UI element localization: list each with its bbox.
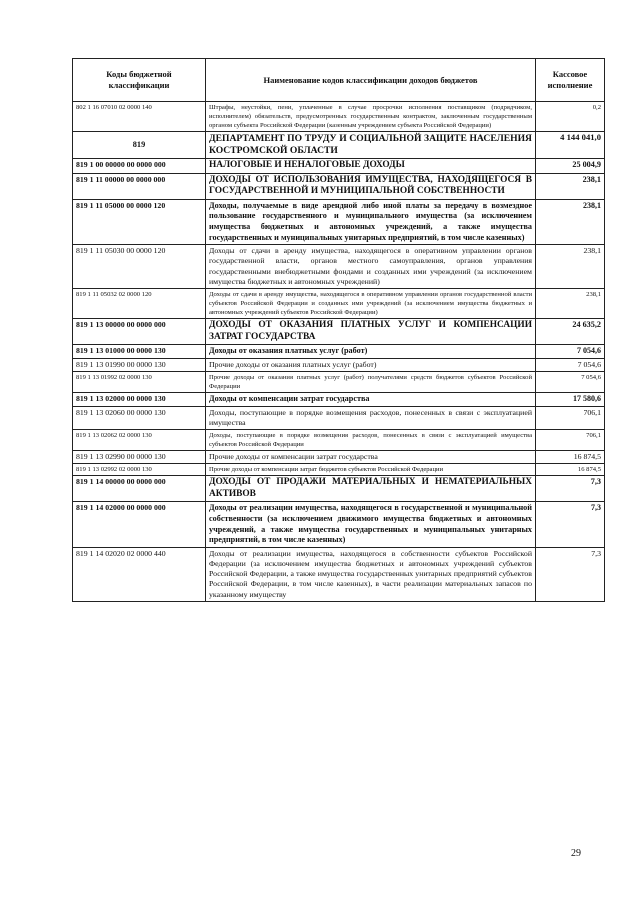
table-row — [73, 199, 605, 244]
classification-code: 819 1 14 02020 02 0000 440 — [73, 547, 206, 601]
revenue-name: НАЛОГОВЫЕ И НЕНАЛОГОВЫЕ ДОХОДЫ — [206, 159, 536, 174]
table-row — [73, 245, 605, 289]
classification-code: 819 1 11 00000 00 0000 000 — [73, 173, 206, 199]
execution-amount: 7 054,6 — [536, 358, 605, 371]
classification-code: 819 1 13 02990 00 0000 130 — [73, 450, 206, 463]
revenue-name: Штрафы, неустойки, пени, уплаченные в случае просрочки исполнения поставщиком (подрядчиком, исполнителем) обязательств, предусмотренных государственным контрактом, заключенным государственным органом субъекта Российской Федерации (казенным учреждением субъекта Российской Федерации) — [206, 102, 536, 132]
header-codes: Коды бюджетной классификации — [73, 59, 206, 102]
revenue-name: Доходы от реализации имущества, находящегося в государственной и муниципальной собственности (за исключением движимого имущества бюджетных и автономных учреждений, а также имущества государственных и муниципальных унитарных предприятий, в том числе казенных) — [206, 502, 536, 547]
classification-code: 819 1 13 02992 02 0000 130 — [73, 464, 206, 476]
classification-code: 819 1 13 02060 00 0000 130 — [73, 406, 206, 429]
document-page — [72, 58, 604, 602]
classification-code: 819 1 13 01990 00 0000 130 — [73, 358, 206, 371]
revenue-name: Прочие доходы от компенсации затрат государства — [206, 450, 536, 463]
table-row — [73, 429, 605, 450]
execution-amount: 0,2 — [536, 102, 605, 132]
execution-amount: 238,1 — [536, 199, 605, 244]
revenue-name: Доходы от компенсации затрат государства — [206, 392, 536, 406]
page-number: 29 — [571, 848, 581, 859]
table-row — [73, 288, 605, 318]
revenue-name: Доходы от реализации имущества, находящегося в собственности субъектов Российской Федерации (за исключением имущества бюджетных и автономных учреждений субъектов Российской Федерации, а также имущества государственных унитарных предприятий субъектов Российской Федерации, в том числе казенных), в части реализации материальных запасов по указанному имуществу — [206, 547, 536, 601]
table-row — [73, 547, 605, 601]
revenue-name: Доходы, получаемые в виде арендной либо иной платы за передачу в возмездное пользование государственного и муниципального имущества (за исключением имущества бюджетных и автономных учреждений, а также имущества государственных и муниципальных унитарных предприятий, в том числе казенных) — [206, 199, 536, 244]
classification-code: 819 1 13 01992 02 0000 130 — [73, 371, 206, 392]
header-amount: Кассовое исполнение — [536, 59, 605, 102]
execution-amount: 706,1 — [536, 406, 605, 429]
budget-revenue-table — [72, 58, 605, 602]
classification-code: 819 1 13 00000 00 0000 000 — [73, 318, 206, 344]
table-row — [73, 371, 605, 392]
execution-amount: 238,1 — [536, 288, 605, 318]
table-row — [73, 392, 605, 406]
table-row — [73, 173, 605, 199]
execution-amount: 16 874,5 — [536, 464, 605, 476]
classification-code: 819 1 14 00000 00 0000 000 — [73, 476, 206, 502]
classification-code: 802 1 16 07010 02 0000 140 — [73, 102, 206, 132]
table-row — [73, 102, 605, 132]
execution-amount: 7,3 — [536, 476, 605, 502]
execution-amount: 706,1 — [536, 429, 605, 450]
revenue-name: Прочие доходы от компенсации затрат бюджетов субъектов Российской Федерации — [206, 464, 536, 476]
classification-code: 819 1 13 01000 00 0000 130 — [73, 345, 206, 359]
revenue-name: ДОХОДЫ ОТ ОКАЗАНИЯ ПЛАТНЫХ УСЛУГ И КОМПЕНСАЦИИ ЗАТРАТ ГОСУДАРСТВА — [206, 318, 536, 344]
revenue-name: Прочие доходы от оказания платных услуг (работ) — [206, 358, 536, 371]
classification-code: 819 1 00 00000 00 0000 000 — [73, 159, 206, 174]
classification-code: 819 1 13 02000 00 0000 130 — [73, 392, 206, 406]
execution-amount: 238,1 — [536, 245, 605, 289]
revenue-name: Доходы, поступающие в порядке возмещения расходов, понесенных в связи с эксплуатацией имущества субъектов Российской Федерации — [206, 429, 536, 450]
table-row — [73, 345, 605, 359]
table-row — [73, 358, 605, 371]
revenue-name: Доходы, поступающие в порядке возмещения расходов, понесенных в связи с эксплуатацией имущества — [206, 406, 536, 429]
table-row — [73, 450, 605, 463]
revenue-name: Доходы от оказания платных услуг (работ) — [206, 345, 536, 359]
table-row — [73, 318, 605, 344]
classification-code: 819 1 11 05030 00 0000 120 — [73, 245, 206, 289]
execution-amount: 7,3 — [536, 547, 605, 601]
execution-amount: 25 004,9 — [536, 159, 605, 174]
execution-amount: 4 144 041,0 — [536, 132, 605, 159]
revenue-name: ДОХОДЫ ОТ ПРОДАЖИ МАТЕРИАЛЬНЫХ И НЕМАТЕРИАЛЬНЫХ АКТИВОВ — [206, 476, 536, 502]
execution-amount: 17 580,6 — [536, 392, 605, 406]
revenue-name: Прочие доходы от оказания платных услуг (работ) получателями средств бюджетов субъектов Российской Федерации — [206, 371, 536, 392]
execution-amount: 7,3 — [536, 502, 605, 547]
classification-code: 819 — [73, 132, 206, 159]
table-row — [73, 502, 605, 547]
execution-amount: 24 635,2 — [536, 318, 605, 344]
table-header-row — [73, 59, 605, 102]
execution-amount: 7 054,6 — [536, 345, 605, 359]
classification-code: 819 1 13 02062 02 0000 130 — [73, 429, 206, 450]
execution-amount: 16 874,5 — [536, 450, 605, 463]
header-names: Наименование кодов классификации доходов бюджетов — [206, 59, 536, 102]
classification-code: 819 1 11 05000 00 0000 120 — [73, 199, 206, 244]
classification-code: 819 1 11 05032 02 0000 120 — [73, 288, 206, 318]
revenue-name: Доходы от сдачи в аренду имущества, находящегося в оперативном управлении органов государственной власти субъектов Российской Федерации и созданных ими учреждений (за исключением имущества бюджетных и автономных учреждений субъектов Российской Федерации) — [206, 288, 536, 318]
table-row — [73, 464, 605, 476]
table-row — [73, 476, 605, 502]
revenue-name: ДОХОДЫ ОТ ИСПОЛЬЗОВАНИЯ ИМУЩЕСТВА, НАХОДЯЩЕГОСЯ В ГОСУДАРСТВЕННОЙ И МУНИЦИПАЛЬНОЙ СОБСТВЕННОСТИ — [206, 173, 536, 199]
revenue-name: ДЕПАРТАМЕНТ ПО ТРУДУ И СОЦИАЛЬНОЙ ЗАЩИТЕ НАСЕЛЕНИЯ КОСТРОМСКОЙ ОБЛАСТИ — [206, 132, 536, 159]
table-body — [73, 102, 605, 602]
table-row — [73, 132, 605, 159]
execution-amount: 7 054,6 — [536, 371, 605, 392]
table-row — [73, 159, 605, 174]
classification-code: 819 1 14 02000 00 0000 000 — [73, 502, 206, 547]
execution-amount: 238,1 — [536, 173, 605, 199]
table-row — [73, 406, 605, 429]
revenue-name: Доходы от сдачи в аренду имущества, находящегося в оперативном управлении органов государственной власти, органов местного самоуправления, органов управления государственными внебюджетными фондами и созданных ими учреждений (за исключением имущества бюджетных и автономных учреждений) — [206, 245, 536, 289]
